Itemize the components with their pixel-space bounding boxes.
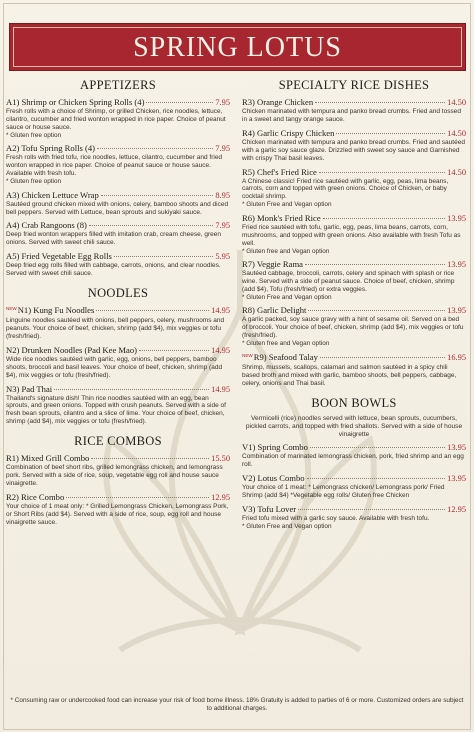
menu-item-price: 13.95 — [447, 443, 466, 453]
menu-item — [242, 167, 466, 209]
menu-item-description: Fried rice sautéed with tofu, garlic, egg, peas, lima beans, carrots, corn, mushrooms, and topped with green onions. Also available with fresh Tofu as well. — [242, 223, 461, 247]
boon-bowls-list — [242, 442, 466, 530]
dot-leader — [66, 497, 209, 498]
menu-item-name: N2) Drunken Noodles (Pad Kee Mao) — [6, 344, 138, 355]
menu-item-title-line — [242, 473, 466, 484]
menu-item-name: R4) Garlic Crispy Chicken — [242, 127, 335, 138]
menu-item-title-line — [242, 97, 466, 108]
menu-item — [6, 220, 230, 247]
menu-item-price: 14.50 — [447, 167, 466, 177]
title-banner — [9, 23, 466, 71]
menu-item-dietary-note: * Gluten free option — [6, 178, 62, 186]
menu-item-name: R1) Mixed Grill Combo — [6, 453, 90, 464]
section-heading-boon-bowls: BOON BOWLS — [311, 395, 397, 410]
restaurant-title: SPRING LOTUS — [133, 32, 342, 63]
menu-item-price: 15.50 — [211, 454, 230, 464]
menu-item — [6, 453, 230, 488]
section-heading-noodles: NOODLES — [87, 286, 149, 301]
menu-item-name: R7) Veggie Rama — [242, 259, 303, 270]
dot-leader — [308, 310, 445, 311]
menu-item-price: 14.95 — [211, 384, 230, 394]
menu-item-description: Combination of marinated lemongrass chicken, pork, fried shrimp and an egg roll. — [242, 453, 464, 469]
menu-item-price: 12.95 — [211, 492, 230, 502]
menu-item — [6, 345, 230, 380]
menu-item-description: Your choice of 1 meat only: * Grilled Lemongrass Chicken, Lemongrass Pork, or Short Ribs (add $4). Served with a side of rice, soup, egg roll and house vinaigrette sauce. — [6, 502, 229, 526]
menu-item-price: 13.95 — [447, 213, 466, 223]
menu-item-dietary-note: * Gluten free and Vegan option — [242, 340, 330, 348]
menu-item-name: R2) Rice Combo — [6, 491, 65, 502]
menu-item-title-line — [6, 97, 230, 108]
menu-item-price: 7.95 — [215, 144, 230, 154]
menu-item-title-line — [242, 259, 466, 270]
footer-disclaimer: * Consuming raw or undercooked food can increase your risk of food borne illness. 18% Gratuity is added to parties of 6 or more. Customized orders are subject to additional charges. — [10, 697, 464, 712]
menu-item-price: 14.95 — [211, 306, 230, 316]
menu-item-title-line — [6, 220, 230, 231]
menu-item-name: R6) Monk's Fried Rice — [242, 212, 321, 223]
menu-item-title-line — [6, 453, 230, 464]
dot-leader — [319, 172, 445, 173]
menu-item-title-line — [242, 442, 466, 453]
menu-item-price: 13.95 — [447, 306, 466, 316]
menu-item-name: N3) Pad Thai — [6, 383, 53, 394]
menu-item-description: Fresh rolls with a choice of Shrimp, or grilled Chicken, rice noodles, lettuce, cilantro, cucumber and fried wonton wrapped in rice paper. Choice of peanut sauce or house sauce. — [6, 108, 226, 131]
menu-item-description: Chicken marinated with tempura and panko bread crumbs. Fried and tossed in a sweet and tangy orange sauce. — [242, 108, 461, 123]
specialty-list — [242, 97, 466, 388]
menu-item-title-line — [242, 213, 466, 224]
menu-item-name: R9) Seafood Talay — [253, 351, 318, 362]
menu-item-title-line — [6, 384, 230, 395]
menu-item-description: Linguine noodles sautéed with onions, bell peppers, celery, mushrooms and peanuts. Your choice of beef, chicken, shrimp (add $4), mix veggies or tofu (fresh/fried). — [6, 317, 225, 340]
menu-item — [242, 504, 466, 531]
noodles-list — [6, 305, 230, 426]
menu-item-dietary-note: * Gluten free and Vegan option — [242, 247, 330, 255]
menu-item-name: A2) Tofu Spring Rolls (4) — [6, 143, 95, 154]
dot-leader — [323, 218, 446, 219]
menu-item-price: 14.50 — [447, 98, 466, 107]
menu-item — [242, 352, 466, 388]
menu-item-title-line — [242, 504, 466, 515]
menu-item-description: Sautéed ground chicken mixed with onions, celery, bamboo shoots and diced bell peppers. Served with Lettuce, bean sprouts and sukiyaki sauce. — [6, 200, 229, 216]
menu-item-price: 13.95 — [447, 260, 466, 270]
left-column — [6, 74, 230, 531]
appetizers-list — [6, 97, 230, 278]
menu-item-title-line — [242, 167, 466, 178]
menu-item-price: 12.95 — [447, 504, 466, 514]
dot-leader — [146, 102, 213, 103]
right-column — [242, 74, 466, 534]
menu-item-description: Combination of beef short ribs, grilled lemongrass chicken, and lemongrass pork. Served with a side of rice, soup, vegetable egg roll and house sauce vinaigrette. — [6, 464, 223, 487]
menu-item — [6, 97, 230, 139]
menu-item-title-line — [242, 128, 466, 139]
menu-item-dietary-note: * Gluten Free and Vegan option — [242, 522, 332, 530]
new-badge: NEW — [242, 352, 253, 358]
dot-leader — [54, 389, 209, 390]
menu-item-name: V2) Lotus Combo — [242, 472, 305, 483]
menu-item-name: V3) Tofu Lover — [242, 503, 297, 514]
dot-leader — [139, 350, 209, 351]
dot-leader — [315, 102, 445, 103]
menu-item-description: Fried tofu mixed with a garlic soy sauce. Available with fresh tofu. — [242, 514, 430, 522]
menu-item — [6, 143, 230, 185]
menu-item-title-line — [6, 190, 230, 201]
menu-item — [6, 305, 230, 341]
menu-item — [242, 259, 466, 301]
menu-item — [242, 305, 466, 347]
menu-item — [242, 97, 466, 124]
menu-item-name: A3) Chicken Lettuce Wrap — [6, 189, 99, 200]
menu-item-dietary-note: * Gluten Free and Vegan option — [242, 201, 332, 209]
menu-item-description: Fresh rolls with fried tofu, rice noodles, lettuce, cilantro, cucumber and fried wonton wrapped in rice paper. Choice of peanut sauce or house sauce. Available with fresh tofu. — [6, 154, 223, 178]
menu-item-name: V1) Spring Combo — [242, 442, 308, 453]
menu-item-name: A5) Fried Vegetable Egg Rolls — [6, 251, 112, 262]
menu-item — [6, 251, 230, 278]
menu-item-description: A Chinese classic! Fried rice sautéed with garlic, egg, peas, lima beans, carrots, corn and topped with green onions. Choice of Chicken, or baby cocktail shrimp. — [242, 177, 449, 201]
new-badge: NEW — [6, 306, 17, 312]
menu-item — [242, 213, 466, 255]
menu-item-dietary-note: * Gluten Free and Vegan option — [242, 293, 332, 301]
menu-item-title-line — [6, 143, 230, 154]
menu-item-name: A4) Crab Rangoons (8) — [6, 220, 87, 231]
menu-item — [6, 190, 230, 217]
menu-item-price: 7.95 — [215, 221, 230, 231]
menu-item-price: 16.95 — [447, 352, 466, 362]
menu-item-description: Sautéed cabbage, broccoli, carrots, celery and spinach with splash or rice wine. Served with a side of peanut sauce. Choice of beef, chicken, shrimp (add $4), Tofu (fresh/fried) or extra veggies. — [242, 270, 455, 293]
menu-item-title-line — [242, 352, 466, 364]
dot-leader — [298, 509, 445, 510]
menu-item-price: 14.50 — [447, 128, 466, 138]
dot-leader — [97, 148, 213, 149]
menu-item — [6, 492, 230, 527]
menu-item-title-line — [242, 305, 466, 316]
menu-item-name: R5) Chef's Fried Rice — [242, 166, 317, 177]
dot-leader — [307, 478, 446, 479]
menu-item — [242, 473, 466, 500]
dot-leader — [114, 256, 214, 257]
menu-item-price: 7.95 — [215, 98, 230, 107]
menu-item-name: R3) Orange Chicken — [242, 97, 314, 107]
section-heading-specialty: SPECIALTY RICE DISHES — [278, 78, 430, 92]
menu-item-price: 14.95 — [211, 345, 230, 355]
menu-item-description: Wide rice noodles sautéed with garlic, egg, onions, bell peppers, bamboo shoots, broccoli and basil leaves. Your choice of beef, chicken, shrimp (add $4), mix veggies or tofu (fresh/fried). — [6, 355, 223, 379]
menu-item-name: A1) Shrimp or Chicken Spring Rolls (4) — [6, 97, 145, 107]
menu-item-description: A garlic packed, soy sauce gravy with a hint of sesame oil. Served on a bed of broccoli. Your choice of beef, chicken, shrimp (add $4), mix veggies or tofu (fresh/fried). — [242, 316, 464, 340]
menu-item-description: Deep fried egg rolls filled with cabbage, carrots, onions, and clear noodles. Served with sweet chili sauce. — [6, 262, 221, 278]
menu-item-description: Shrimp, mussels, scallops, calamari and salmon sautéed in a spicy chili based broth and mixed with garlic, bamboo shoots, bell peppers, cabbage, celery, onions and Thai basil. — [242, 363, 457, 387]
menu-item-name: R8) Garlic Delight — [242, 305, 307, 316]
menu-item — [242, 128, 466, 163]
dot-leader — [89, 225, 213, 226]
section-heading-appetizers: APPETIZERS — [80, 78, 156, 92]
menu-item-name: N1) Kung Fu Noodles — [17, 305, 95, 316]
rice-combos-list — [6, 453, 230, 526]
dot-leader — [336, 133, 445, 134]
dot-leader — [320, 357, 445, 358]
menu-item — [242, 442, 466, 469]
dot-leader — [305, 264, 445, 265]
section-heading-rice-combos: RICE COMBOS — [74, 434, 162, 449]
menu-item-price: 8.95 — [215, 190, 230, 200]
menu-item-description: Thailand's signature dish! Thin rice noodles sautéed with an egg, bean sprouts, and green onions. Topped with crush peanuts. Served with a side of fresh bean sprouts, cilantro and a slice of lime. Your choice of beef, chicken, shrimp (add $4), mix veggies or tofu (fresh/fried). — [6, 394, 226, 426]
dot-leader — [91, 458, 209, 459]
menu-item-title-line — [6, 492, 230, 503]
dot-leader — [96, 310, 209, 311]
menu-item-description: Deep fried wonton wrappers filled with imitation crab, cream cheese, green onions. Served with sweet chili sauce. — [6, 231, 221, 247]
menu-item-description: Your choice of 1 meat: * Lemongrass chicken/ Lemongrass pork/ Fried Shrimp (add $4) *Vegetable egg rolls/ Gluten free Chicken — [242, 483, 445, 499]
dot-leader — [101, 195, 214, 196]
menu-item-title-line — [6, 251, 230, 262]
menu-item-dietary-note: * Gluten free option — [6, 131, 62, 139]
menu-item-title-line — [6, 345, 230, 356]
dot-leader — [310, 447, 445, 448]
menu-item-price: 5.95 — [215, 252, 230, 262]
menu-item-price: 13.95 — [447, 473, 466, 483]
menu-item — [6, 384, 230, 427]
menu-item-description: Chicken marinated with tempura and panko bread crumbs. Fried and sautéed with a garlic soy sauce glaze. Drizzled with sweet soy sauce and Garnished with crispy Thai basil leaves. — [242, 138, 465, 162]
boon-bowls-description: Vermicelli (rice) noodles served with lettuce, bean sprouts, cucumbers, pickled carrots, and topped with fried shallots. Served with a side of house vinaigrette — [245, 414, 463, 438]
menu-item-title-line — [6, 305, 230, 317]
